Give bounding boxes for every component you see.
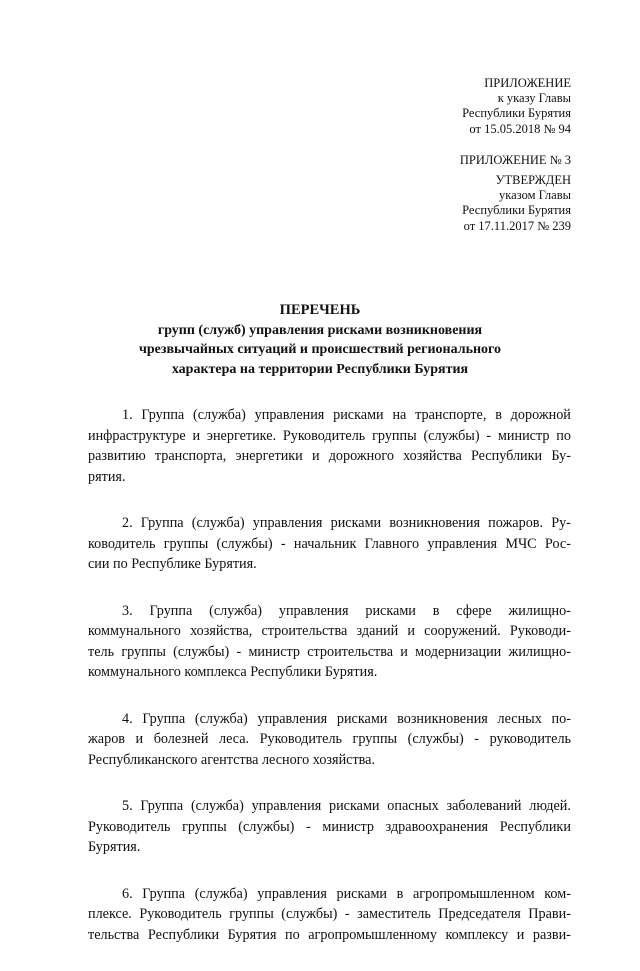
approval-line: указом Главы xyxy=(499,188,571,203)
appendix-line: ПРИЛОЖЕНИЕ xyxy=(484,76,571,90)
appendix-block xyxy=(462,76,571,137)
list-item-line: 6. Группа (служба) управления рисками в агропромышленном ком- xyxy=(122,885,571,902)
list-item-line: 2. Группа (служба) управления рисками возникновения пожаров. Ру- xyxy=(122,515,571,531)
list-item-line: коммунального комплекса Республики Бурятия. xyxy=(88,664,378,680)
appendix-line: Республики Бурятия xyxy=(462,106,571,121)
approval-line: от 17.11.2017 № 239 xyxy=(463,218,571,233)
list-item-line: 1. Группа (служба) управления рисками на транспорте, в дорожной xyxy=(122,407,571,423)
list-item-line: 5. Группа (служба) управления рисками опасных заболеваний людей. xyxy=(122,798,571,814)
list-item xyxy=(88,601,571,683)
appendix-number-text: ПРИЛОЖЕНИЕ № 3 xyxy=(459,153,571,167)
document-body xyxy=(88,405,571,971)
list-item xyxy=(88,709,571,771)
list-item-line: сии по Республике Бурятия. xyxy=(88,556,257,572)
list-item-line: коммунального хозяйства, строительства зданий и сооружений. Руководи- xyxy=(88,623,571,639)
list-item xyxy=(88,405,571,487)
appendix-line: к указу Главы xyxy=(497,91,571,106)
list-item-line: рятия. xyxy=(88,468,126,485)
title-line: групп (служб) управления рисками возникновения xyxy=(157,322,483,338)
appendix-number xyxy=(460,153,571,168)
list-item-line: жаров и болезней леса. Руководитель группы (службы) - руководитель xyxy=(88,731,571,747)
list-item-line: 3. Группа (служба) управления рисками в сфере жилищно- xyxy=(122,602,571,619)
list-item-line: ководитель группы (службы) - начальник Главного управления МЧС Рос- xyxy=(88,535,571,552)
list-item-line: развитию транспорта, энергетики и дорожного хозяйства Республики Бу- xyxy=(88,448,571,464)
list-item-line: Руководитель группы (службы) - министр здравоохранения Республики xyxy=(88,818,571,835)
list-item-line: тель группы (службы) - министр строительства и модернизации жилищно- xyxy=(88,643,571,660)
list-item-line: плексе. Руководитель группы (службы) - заместитель Председателя Прави- xyxy=(88,906,571,922)
document-title xyxy=(0,301,640,379)
approval-line: УТВЕРЖДЕН xyxy=(495,173,571,187)
approval-block xyxy=(462,173,571,234)
list-item-line: тельства Республики Бурятия по агропромышленному комплексу и разви- xyxy=(88,926,571,943)
list-item xyxy=(88,884,571,946)
list-item-line: 4. Группа (служба) управления рисками возникновения лесных по- xyxy=(122,710,571,727)
list-item-line: Республиканского агентства лесного хозяйства. xyxy=(88,751,376,768)
approval-line: Республики Бурятия xyxy=(462,203,571,218)
list-item-line: инфраструктуре и энергетике. Руководитель группы (службы) - министр по xyxy=(88,427,571,444)
appendix-line: от 15.05.2018 № 94 xyxy=(469,121,571,136)
title-line: характера на территории Республики Бурятия xyxy=(171,361,469,377)
title-main: ПЕРЕЧЕНЬ xyxy=(279,302,361,318)
list-item-line: Бурятия. xyxy=(88,839,141,855)
list-item xyxy=(88,513,571,575)
title-line: чрезвычайных ситуаций и происшествий регионального xyxy=(138,342,502,357)
list-item xyxy=(88,796,571,858)
